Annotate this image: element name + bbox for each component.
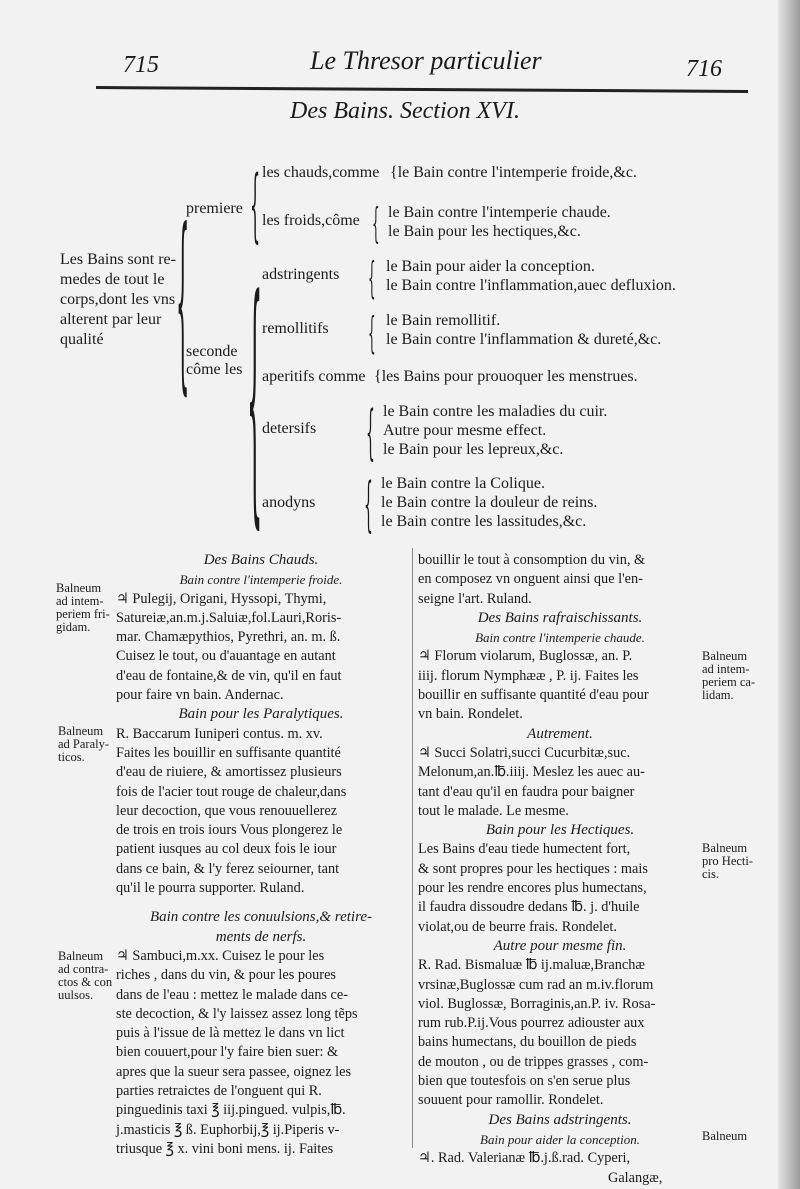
text-line: R. Baccarum Iuniperi contus. m. xv. xyxy=(116,725,323,742)
branch-premiere: premiere xyxy=(186,200,243,217)
text-line: il faudra dissoudre dedans ℔. j. d'huile xyxy=(418,899,640,916)
froids-item: le Bain pour les hectiques,&c. xyxy=(388,223,581,240)
running-title: Le Thresor particulier xyxy=(310,46,542,75)
adstringents-brace: { xyxy=(368,253,376,304)
branch-adstringents: adstringents xyxy=(262,266,340,283)
text-line: pour les rendre encores plus humectans, xyxy=(418,880,647,897)
text-line: de mouton , ou de trippes grasses , com- xyxy=(418,1053,649,1070)
right-column xyxy=(418,551,702,1188)
text-line: rum rub.P.ij.Vous pourrez adiouster aux xyxy=(418,1015,645,1032)
text-line: puis à l'issue de là mettez le dans vn lict xyxy=(116,1025,345,1042)
section-title: Des Bains. Section XVI. xyxy=(290,98,520,124)
text-line: viol. Buglossæ, Borraginis,an.P. iv. Rosa- xyxy=(418,995,656,1012)
text-line: souuent pour ramollir. Rondelet. xyxy=(418,1092,604,1109)
text-line: apres que la sueur sera passee, oignez les xyxy=(116,1063,352,1080)
chauds-item: {le Bain contre l'intemperie froide,&c. xyxy=(390,164,637,181)
heading: Autre pour mesme fin. xyxy=(493,937,627,954)
text-line: Faites les bouillir en suffisante quantité xyxy=(116,744,341,761)
heading: Des Bains adstringents. xyxy=(488,1111,632,1128)
remollitifs-brace: { xyxy=(368,308,376,359)
detersifs-brace: { xyxy=(366,398,375,468)
text-line: fois de l'acier tout rouge de chaleur,dans xyxy=(116,783,347,800)
text-line: ♃ Pulegij, Origani, Hyssopi, Thymi, xyxy=(116,590,327,607)
text-line: R. Rad. Bismaluæ ℔ ij.maluæ,Branchæ xyxy=(418,957,645,974)
anodyns-item: le Bain contre les lassitudes,&c. xyxy=(381,513,587,530)
margin-note: Balneum ad intem- periem ca- lidam. xyxy=(702,649,756,702)
text-line: bien couuert,pour l'y faire bien suer: & xyxy=(116,1044,339,1061)
text-line: dans de l'eau : mettez le malade dans ce- xyxy=(116,986,349,1003)
margin-note: Balneum xyxy=(702,1129,748,1143)
froids-item: le Bain contre l'intemperie chaude. xyxy=(388,204,611,221)
branch-remollitifs: remollitifs xyxy=(262,320,329,337)
right-page-number: 716 xyxy=(686,56,722,82)
text-line: d'eau de fontaine,& de vin, qu'il en faut xyxy=(116,667,342,684)
root-line: qualité xyxy=(60,331,104,348)
anodyns-brace: { xyxy=(364,470,373,540)
froids-items xyxy=(388,203,611,241)
heading: Autrement. xyxy=(527,725,593,742)
adstringents-items xyxy=(386,257,676,295)
text-line: bien que toutesfois on s'en serue plus xyxy=(418,1073,631,1090)
remollitifs-items xyxy=(386,311,661,349)
text-line: patient iusques au col deux fois le iour xyxy=(116,841,337,858)
header-rule xyxy=(96,86,748,93)
anodyns-item: le Bain contre la Colique. xyxy=(381,475,545,492)
text-line: seigne l'art. Ruland. xyxy=(418,590,532,607)
text-line: & sont propres pour les hectiques : mais xyxy=(418,860,648,877)
text-line: iiij. florum Nymphææ , P. ij. Faites les xyxy=(418,667,639,684)
margin-note: Balneum ad Paraly- ticos. xyxy=(58,724,110,764)
margin-note: Balneum ad contra- ctos & con uulsos. xyxy=(58,949,113,1002)
text-line: triusque ℥ x. vini boni mens. ij. Faites xyxy=(116,1140,334,1157)
aperitifs-item-text: les Bains pour prouoquer les menstrues. xyxy=(381,368,638,385)
adstringents-item: le Bain contre l'inflammation,auec defluxion. xyxy=(386,277,676,294)
branch-froids: les froids,côme xyxy=(262,212,360,229)
text-line: Les Bains d'eau tiede humectent fort, xyxy=(418,841,631,858)
text-line: bains humectans, du bouillon de pieds xyxy=(418,1034,637,1051)
root-brace: { xyxy=(176,190,190,414)
column-separator xyxy=(412,548,413,1148)
text-line: riches , dans du vin, & pour les poures xyxy=(116,967,336,984)
seconde-line: côme les xyxy=(186,361,243,378)
margin-note: Balneum ad intem- periem fri- gidam. xyxy=(56,581,110,634)
subheading: Bain pour aider la conception. xyxy=(480,1131,640,1147)
text-line: de trois en trois iours Vous plongerez le xyxy=(116,822,343,839)
text-line: ♃. Rad. Valerianæ ℔.j.ß.rad. Cyperi, xyxy=(418,1150,631,1167)
text-line: en composez vn onguent ainsi que l'en- xyxy=(418,571,643,588)
text-line: ♃ Succi Solatri,succi Cucurbitæ,suc. xyxy=(418,744,631,761)
froids-brace: { xyxy=(372,200,380,248)
branch-detersifs: detersifs xyxy=(262,420,317,437)
text-line: ♃ Florum violarum, Buglossæ, an. P. xyxy=(418,648,633,665)
heading: Des Bains Chauds. xyxy=(203,552,319,568)
text-line: violat,ou de beurre frais. Rondelet. xyxy=(418,918,617,935)
detersifs-item: le Bain contre les maladies du cuir. xyxy=(383,403,608,420)
text-line: parties retraictes de l'onguent qui R. xyxy=(116,1083,322,1100)
adstringents-item: le Bain pour aider la conception. xyxy=(386,258,595,275)
chauds-item-text: le Bain contre l'intemperie froide,&c. xyxy=(397,164,637,181)
left-column xyxy=(116,551,406,1159)
detersifs-item: Autre pour mesme effect. xyxy=(383,422,547,439)
table-root-text xyxy=(60,250,176,350)
text-line: dans ce bain, & l'y ferez seiourner, tant xyxy=(116,860,340,877)
text-line: qu'il le pourra supporter. Ruland. xyxy=(116,880,305,897)
text-line: ste decoction, & l'y laissez assez long tẽps xyxy=(116,1005,358,1022)
heading: Des Bains rafraischissants. xyxy=(477,609,643,626)
heading: Bain pour les Hectiques. xyxy=(485,822,635,839)
text-line: pinguedinis taxi ℥ iij.pingued. vulpis,℔. xyxy=(116,1102,346,1119)
text-line: Galangæ, xyxy=(608,1169,663,1186)
heading: Bain pour les Paralytiques. xyxy=(178,706,344,723)
branch-seconde xyxy=(186,343,242,379)
page-edge-shadow xyxy=(778,0,800,1189)
text-line: vrsinæ,Buglossæ cum rad an m.iv.florum xyxy=(418,976,654,993)
left-page-number: 715 xyxy=(123,52,159,78)
detersifs-item: le Bain pour les lepreux,&c. xyxy=(383,441,564,458)
branch-anodyns: anodyns xyxy=(262,494,316,511)
heading: Bain contre les conuulsions,& retire- xyxy=(149,909,373,926)
seconde-line: seconde xyxy=(186,343,238,360)
detersifs-items xyxy=(383,402,607,459)
heading: ments de nerfs. xyxy=(215,928,307,945)
anodyns-items xyxy=(381,474,597,531)
text-line: Melonum,an.℔.iiij. Meslez les auec au- xyxy=(418,764,645,781)
root-line: Les Bains sont re- xyxy=(60,251,176,268)
premiere-brace: { xyxy=(250,160,261,252)
text-line: mar. Chamæpythios, Pyrethri, an. m. ß. xyxy=(116,629,341,646)
text-line: Cuisez le tout, ou d'auantage en autant xyxy=(116,648,336,665)
aperitifs-item: {les Bains pour prouoquer les menstrues. xyxy=(374,368,638,385)
text-line: bouillir en suffisante quantité d'eau pour xyxy=(418,687,649,704)
text-line: tant d'eau qu'il en faudra pour baigner xyxy=(418,783,635,800)
text-line: bouillir le tout à consomption du vin, & xyxy=(418,552,646,568)
text-line: ♃ Sambuci,m.xx. Cuisez le pour les xyxy=(116,947,325,964)
text-line: leur decoction, que vous renouuellerez xyxy=(116,802,338,819)
text-line: tout le malade. Le mesme. xyxy=(418,802,569,819)
root-line: medes de tout le xyxy=(60,271,165,288)
remollitifs-item: le Bain remollitif. xyxy=(386,312,501,329)
branch-aperitifs: aperitifs comme xyxy=(262,368,366,385)
anodyns-item: le Bain contre la douleur de reins. xyxy=(381,494,598,511)
text-line: Satureiæ,an.m.j.Saluiæ,fol.Lauri,Roris- xyxy=(116,609,342,626)
root-line: corps,dont les vns xyxy=(60,291,176,308)
branch-chauds: les chauds,comme xyxy=(262,164,380,181)
remollitifs-item: le Bain contre l'inflammation & dureté,&c. xyxy=(386,331,662,348)
text-line: pour faire vn bain. Andernac. xyxy=(116,687,284,704)
text-line: vn bain. Rondelet. xyxy=(418,706,523,723)
root-line: alterent par leur xyxy=(60,311,162,328)
text-line: d'eau de riuiere, & amortissez plusieurs xyxy=(116,764,342,781)
margin-note: Balneum pro Hecti- cis. xyxy=(702,841,754,881)
seconde-brace: { xyxy=(247,246,263,554)
subheading: Bain contre l'intemperie froide. xyxy=(179,572,343,588)
subheading: Bain contre l'intemperie chaude. xyxy=(475,630,645,646)
text-line: j.masticis ℥ ß. Euphorbij,℥ ij.Piperis v- xyxy=(116,1121,340,1138)
